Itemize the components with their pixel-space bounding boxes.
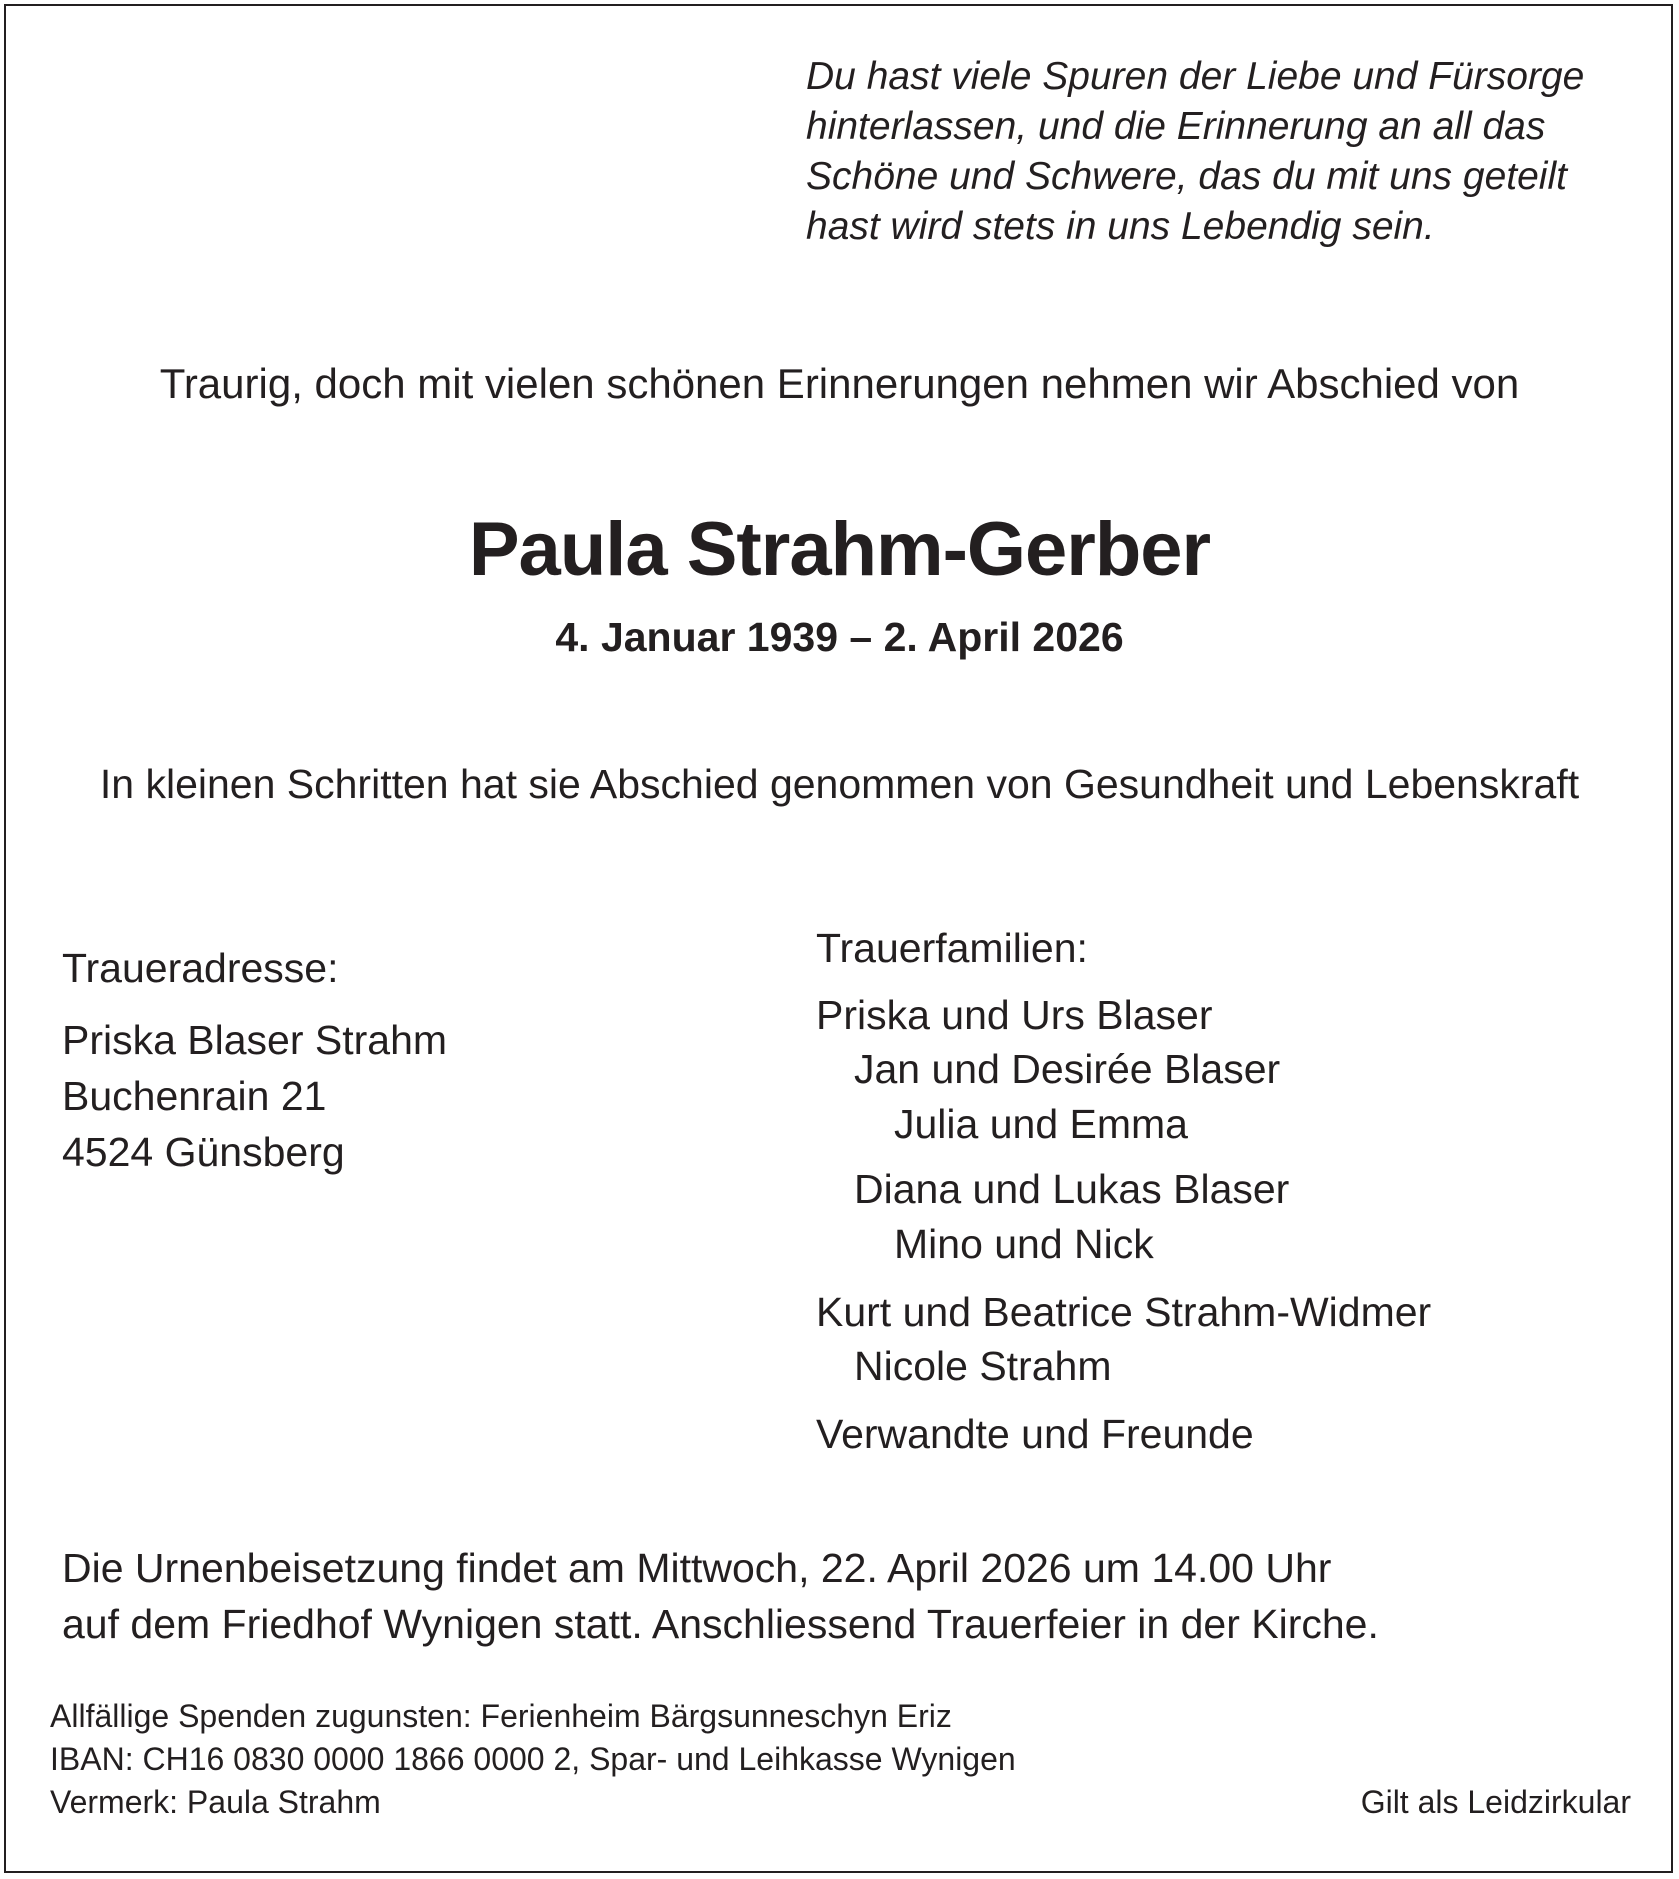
address-line: Priska Blaser Strahm (62, 1017, 448, 1063)
family-entry: Nicole Strahm (854, 1343, 1112, 1389)
donation-line: Allfällige Spenden zugunsten: Ferienheim Bärgsunneschyn Eriz (50, 1698, 952, 1734)
ceremony-info (62, 1540, 1379, 1652)
family-entry: Mino und Nick (894, 1221, 1154, 1267)
circular-note: Gilt als Leidzirkular (1360, 1784, 1631, 1820)
address-heading: Traueradresse: (62, 945, 339, 991)
family-entry: Verwandte und Freunde (816, 1411, 1254, 1457)
intro-text: Traurig, doch mit vielen schönen Erinnerungen nehmen wir Abschied von (159, 360, 1520, 407)
address-line: Buchenrain 21 (62, 1073, 327, 1119)
poem-line: hinterlassen, und die Erinnerung an all das (806, 105, 1546, 148)
poem-line: hast wird stets in uns Lebendig sein. (806, 205, 1435, 248)
families-heading: Trauerfamilien: (816, 925, 1088, 971)
poem-line: Du hast viele Spuren der Liebe und Fürsorge (806, 55, 1585, 98)
deceased-name: Paula Strahm-Gerber (468, 507, 1211, 592)
family-entry: Diana und Lukas Blaser (854, 1166, 1290, 1212)
family-entry: Priska und Urs Blaser (816, 992, 1213, 1038)
ceremony-line: Die Urnenbeisetzung findet am Mittwoch, 22. April 2026 um 14.00 Uhr (62, 1545, 1332, 1591)
family-entry: Kurt und Beatrice Strahm-Widmer (816, 1289, 1432, 1335)
ceremony-line: auf dem Friedhof Wynigen statt. Anschliessend Trauerfeier in der Kirche. (62, 1601, 1379, 1647)
address-line: 4524 Günsberg (62, 1129, 345, 1175)
donation-line: Vermerk: Paula Strahm (50, 1784, 381, 1820)
mourning-address (62, 1012, 447, 1180)
poem-line: Schöne und Schwere, das du mit uns geteilt (806, 155, 1567, 198)
family-entry: Jan und Desirée Blaser (854, 1046, 1281, 1092)
life-dates: 4. Januar 1939 – 2. April 2026 (555, 614, 1124, 660)
family-entry: Julia und Emma (894, 1101, 1188, 1147)
statement-text: In kleinen Schritten hat sie Abschied genommen von Gesundheit und Lebenskraft (99, 761, 1580, 807)
donation-info (50, 1695, 1016, 1824)
donation-line: IBAN: CH16 0830 0000 1866 0000 2, Spar- und Leihkasse Wynigen (50, 1741, 1016, 1777)
memorial-poem (806, 52, 1626, 252)
